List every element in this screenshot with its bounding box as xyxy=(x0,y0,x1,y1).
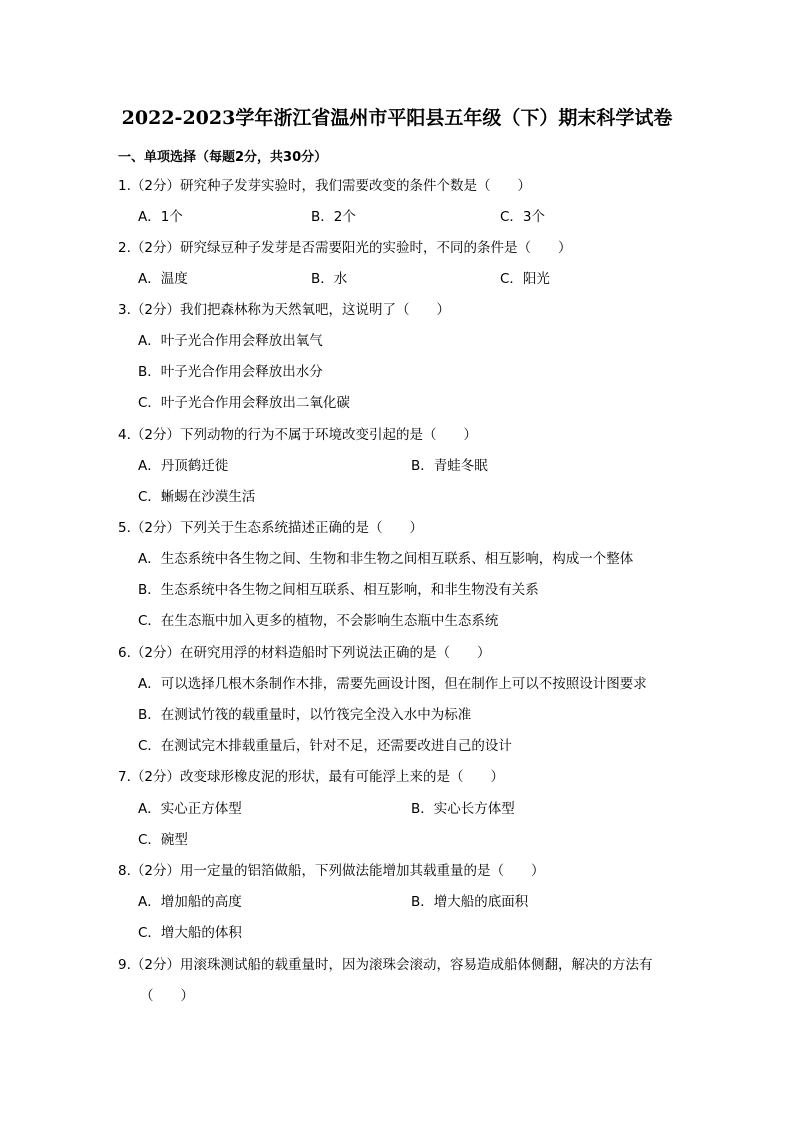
question-8-stem: 8.（2分）用一定量的铝箔做船，下列做法能增加其载重量的是（ ） xyxy=(118,863,545,879)
question-6-stem: 6.（2分）在研究用浮的材料造船时下列说法正确的是（ ） xyxy=(118,645,491,661)
question-3-option-b: B．叶子光合作用会释放出水分 xyxy=(138,364,323,380)
question-6-option-a: A．可以选择几根木条制作木排，需要先画设计图，但在制作上可以不按照设计图要求 xyxy=(138,676,647,692)
question-3-option-c: C．叶子光合作用会释放出二氧化碳 xyxy=(138,395,350,411)
question-1-option-a: A．1个 xyxy=(138,209,183,225)
question-5-stem: 5.（2分）下列关于生态系统描述正确的是（ ） xyxy=(118,520,423,536)
question-1-stem: 1.（2分）研究种子发芽实验时，我们需要改变的条件个数是（ ） xyxy=(118,178,531,194)
question-7-option-b: B．实心长方体型 xyxy=(411,801,515,817)
question-3-option-a: A．叶子光合作用会释放出氧气 xyxy=(138,333,323,349)
question-8-option-c: C．增大船的体积 xyxy=(138,925,242,941)
question-9-stem-continued: （ ） xyxy=(140,988,194,1004)
question-6-option-b: B．在测试竹筏的载重量时，以竹筏完全没入水中为标准 xyxy=(138,707,472,723)
question-6-option-c: C．在测试完木排载重量后，针对不足，还需要改进自己的设计 xyxy=(138,738,512,754)
question-4-stem: 4.（2分）下列动物的行为不属于环境改变引起的是（ ） xyxy=(118,427,477,443)
question-3-stem: 3.（2分）我们把森林称为天然氧吧，这说明了（ ） xyxy=(118,302,450,318)
question-7-option-c: C．碗型 xyxy=(138,832,188,848)
question-4-option-a: A．丹顶鹤迁徙 xyxy=(138,458,229,474)
question-5-option-b: B．生态系统中各生物之间相互联系、相互影响，和非生物没有关系 xyxy=(138,582,539,598)
question-1-option-c: C．3个 xyxy=(500,209,546,225)
question-5-option-c: C．在生态瓶中加入更多的植物，不会影响生态瓶中生态系统 xyxy=(138,613,499,629)
question-5-option-a: A．生态系统中各生物之间、生物和非生物之间相互联系、相互影响，构成一个整体 xyxy=(138,551,634,567)
question-2-option-c: C．阳光 xyxy=(500,271,550,287)
page-title: 2022-2023学年浙江省温州市平阳县五年级（下）期末科学试卷 xyxy=(121,107,673,129)
question-4-option-b: B．青蛙冬眠 xyxy=(411,458,488,474)
question-2-option-a: A．温度 xyxy=(138,271,188,287)
question-8-option-b: B．增大船的底面积 xyxy=(411,894,529,910)
question-7-stem: 7.（2分）改变球形橡皮泥的形状，最有可能浮上来的是（ ） xyxy=(118,769,504,785)
question-4-option-c: C．蜥蜴在沙漠生活 xyxy=(138,489,256,505)
question-2-option-b: B．水 xyxy=(311,271,348,287)
question-7-option-a: A．实心正方体型 xyxy=(138,801,242,817)
question-2-stem: 2.（2分）研究绿豆种子发芽是否需要阳光的实验时，不同的条件是（ ） xyxy=(118,240,572,256)
section-heading: 一、单项选择（每题2分，共30分） xyxy=(118,150,328,165)
question-8-option-a: A．增加船的高度 xyxy=(138,894,242,910)
question-9-stem: 9.（2分）用滚珠测试船的载重量时，因为滚珠会滚动，容易造成船体侧翻，解决的方法有 xyxy=(118,957,653,973)
question-1-option-b: B．2个 xyxy=(311,209,356,225)
